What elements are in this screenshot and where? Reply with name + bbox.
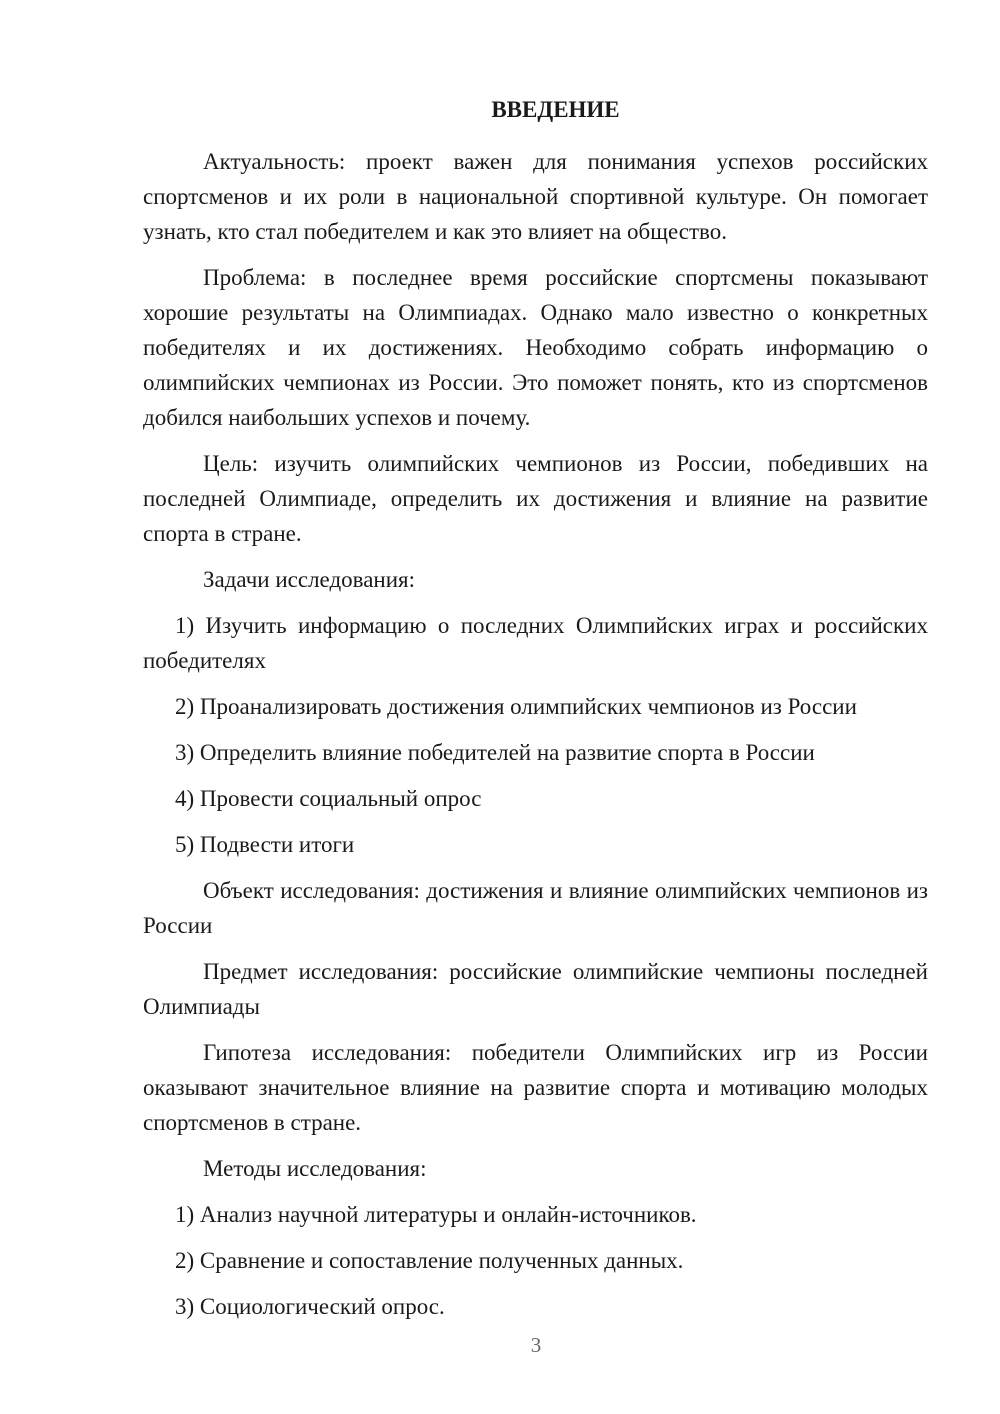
tasks-heading: Задачи исследования:: [203, 567, 416, 592]
hypothesis-paragraph: Гипотеза исследования: победители Олимпийских игр из России оказывают значительное влияние на развитие спорта и мотивацию молодых спортсменов в стране.: [143, 1040, 928, 1135]
task-item-3: 3) Определить влияние победителей на развитие спорта в России: [175, 740, 815, 765]
task-item-2: 2) Проанализировать достижения олимпийских чемпионов из России: [175, 694, 857, 719]
method-item-1: 1) Анализ научной литературы и онлайн-источников.: [175, 1202, 697, 1227]
problem-paragraph: Проблема: в последнее время российские спортсмены показывают хорошие результаты на Олимпиадах. Однако мало известно о конкретных победителях и их достижениях. Необходимо собрать информацию о олимпийских чемпионах из России. Это поможет понять, кто из спортсменов добился наибольших успехов и почему.: [143, 265, 928, 430]
task-item-1: 1) Изучить информацию о последних Олимпийских играх и российских победителях: [143, 613, 928, 673]
task-item-5: 5) Подвести итоги: [175, 832, 355, 857]
page-number: 3: [530, 1333, 542, 1357]
goal-paragraph: Цель: изучить олимпийских чемпионов из России, победивших на последней Олимпиаде, определить их достижения и влияние на развитие спорта в стране.: [143, 451, 928, 546]
object-paragraph: Объект исследования: достижения и влияние олимпийских чемпионов из России: [143, 878, 928, 938]
task-item-4: 4) Провести социальный опрос: [175, 786, 482, 811]
relevance-paragraph: Актуальность: проект важен для понимания успехов российских спортсменов и их роли в национальной спортивной культуре. Он помогает узнать, кто стал победителем и как это влияет на общество.: [143, 149, 928, 244]
method-item-2: 2) Сравнение и сопоставление полученных данных.: [175, 1248, 684, 1273]
page-title: ВВЕДЕНИЕ: [491, 97, 620, 122]
methods-heading: Методы исследования:: [203, 1156, 427, 1181]
document-page: [143, 88, 928, 1335]
subject-paragraph: Предмет исследования: российские олимпийские чемпионы последней Олимпиады: [143, 959, 928, 1019]
method-item-3: 3) Социологический опрос.: [175, 1294, 445, 1319]
